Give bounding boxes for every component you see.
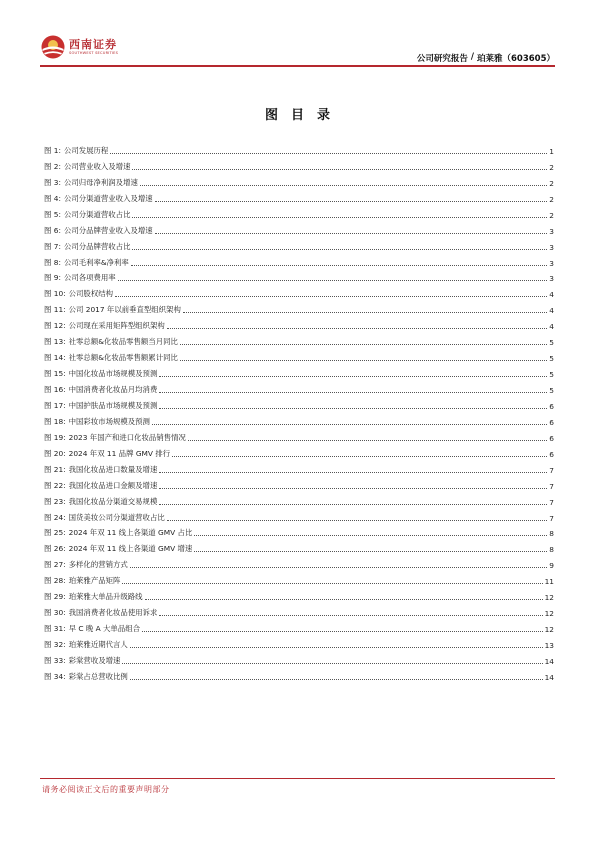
toc-figure-number: 图 9: — [44, 273, 61, 283]
toc-entry[interactable] — [44, 459, 554, 475]
toc-figure-title: 中国护肤品市场规模及预测 — [68, 400, 158, 410]
toc-page-number: 3 — [549, 226, 554, 236]
toc-dot-leader — [180, 344, 547, 345]
toc-entry[interactable] — [44, 347, 554, 363]
toc-figure-number: 图 1: — [44, 145, 61, 155]
toc-entry[interactable] — [44, 602, 554, 618]
toc-dot-leader — [159, 392, 547, 393]
report-info — [417, 52, 555, 64]
toc-entry[interactable] — [44, 634, 554, 650]
toc-figure-number: 图 22: — [44, 480, 66, 490]
toc-figure-number: 图 6: — [44, 225, 61, 235]
toc-entry[interactable] — [44, 156, 554, 172]
toc-entry[interactable] — [44, 252, 554, 268]
toc-figure-title: 珀莱雅近期代言人 — [68, 640, 128, 649]
toc-figure-number: 图 15: — [44, 369, 66, 379]
toc-entry[interactable] — [44, 507, 554, 523]
toc-figure-title: 2023 年国产和进口化妆品销售情况 — [68, 432, 186, 442]
toc-page-number: 6 — [549, 433, 554, 443]
toc-page-number: 11 — [544, 577, 554, 587]
toc-figure-number: 图 17: — [44, 400, 66, 410]
toc-dot-leader — [188, 440, 547, 441]
toc-page-number: 5 — [549, 338, 554, 348]
toc-dot-leader — [180, 360, 547, 361]
toc-page-number: 12 — [544, 625, 554, 635]
toc-dot-leader — [183, 312, 547, 313]
toc-figure-title: 早 C 晚 A 大单品组合 — [68, 624, 140, 634]
header-divider — [40, 65, 555, 67]
toc-figure-number: 图 8: — [44, 257, 61, 267]
page-title: 图目录 — [264, 108, 343, 123]
toc-figure-title: 公司发展历程 — [63, 145, 109, 155]
toc-figure-number: 图 32: — [44, 640, 66, 649]
toc-dot-leader — [130, 679, 543, 680]
toc-entry[interactable] — [44, 220, 554, 236]
toc-figure-number: 图 5: — [44, 209, 61, 219]
toc-dot-leader — [155, 201, 548, 202]
toc-page-number: 2 — [549, 162, 554, 172]
toc-entry[interactable] — [44, 268, 554, 284]
toc-page-number: 14 — [544, 672, 554, 682]
toc-page-number: 2 — [549, 194, 554, 204]
footer-divider — [40, 778, 555, 779]
toc-dot-leader — [159, 504, 547, 505]
toc-dot-leader — [194, 535, 547, 536]
toc-page-number: 6 — [549, 417, 554, 427]
toc-page-number: 12 — [544, 593, 554, 603]
toc-figure-number: 图 16: — [44, 385, 66, 394]
toc-figure-title: 社零总额&化妆品零售额当月同比 — [68, 337, 178, 347]
toc-page-number: 14 — [544, 656, 554, 666]
toc-entry[interactable] — [44, 570, 554, 586]
toc-figure-title: 2024 年双 11 线上各渠道 GMV 增速 — [68, 544, 193, 554]
toc-dot-leader — [140, 185, 547, 186]
toc-page-number: 7 — [549, 513, 554, 523]
toc-entry[interactable] — [44, 236, 554, 252]
toc-figure-number: 图 12: — [44, 321, 66, 331]
toc-figure-number: 图 30: — [44, 608, 66, 618]
toc-figure-title: 我国化妆品进口金额及增速 — [68, 480, 158, 490]
toc-figure-number: 图 29: — [44, 592, 66, 602]
toc-figure-title: 珀莱雅大单品升级路线 — [68, 592, 143, 602]
header-separator: / — [470, 52, 474, 62]
toc-figure-title: 公司分渠道营业收入及增速 — [63, 193, 153, 203]
toc-page-number: 3 — [549, 258, 554, 268]
toc-figure-number: 图 19: — [44, 432, 66, 442]
toc-dot-leader — [122, 663, 542, 664]
toc-entry[interactable] — [44, 666, 554, 682]
toc-figure-title: 公司分品牌营业收入及增速 — [63, 225, 153, 235]
toc-entry[interactable] — [44, 395, 554, 411]
toc-dot-leader — [110, 153, 547, 154]
toc-dot-leader — [130, 647, 543, 648]
toc-figure-number: 图 27: — [44, 560, 66, 570]
toc-figure-title: 多样化的营销方式 — [68, 560, 128, 570]
toc-entry[interactable] — [44, 379, 554, 395]
toc-page-number: 8 — [549, 529, 554, 539]
toc-figure-title: 公司营业收入及增速 — [63, 161, 131, 171]
toc-entry[interactable] — [44, 411, 554, 427]
toc-dot-leader — [132, 249, 547, 250]
toc-dot-leader — [194, 551, 547, 552]
toc-figure-number: 图 18: — [44, 416, 66, 426]
toc-dot-leader — [122, 583, 542, 584]
toc-dot-leader — [152, 424, 547, 425]
toc-dot-leader — [159, 615, 542, 616]
toc-page-number: 4 — [549, 290, 554, 300]
toc-page-number: 5 — [549, 370, 554, 380]
toc-page-number: 4 — [549, 322, 554, 332]
toc-dot-leader — [159, 472, 547, 473]
toc-page-number: 7 — [549, 497, 554, 507]
toc-dot-leader — [131, 265, 547, 266]
toc-entry[interactable] — [44, 204, 554, 220]
toc-entry[interactable] — [44, 427, 554, 443]
toc-figure-title: 我国化妆品进口数量及增速 — [68, 464, 158, 474]
toc-page-number: 2 — [549, 178, 554, 188]
toc-figure-number: 图 33: — [44, 655, 66, 665]
toc-figure-title: 国货美妆公司分渠道营收占比 — [68, 512, 165, 522]
toc-figure-title: 中国化妆品市场规模及预测 — [68, 369, 158, 379]
toc-figure-title: 公司各项费用率 — [63, 273, 116, 283]
toc-page-number: 3 — [549, 274, 554, 284]
toc-page-number: 12 — [544, 609, 554, 619]
toc-entry[interactable] — [44, 331, 554, 347]
toc-figure-title: 彩棠占总营收比例 — [68, 671, 128, 681]
toc-entry[interactable] — [44, 443, 554, 459]
brand-logo — [40, 34, 118, 60]
toc-page-number: 13 — [544, 641, 554, 650]
toc-entry[interactable] — [44, 650, 554, 666]
toc-entry[interactable] — [44, 299, 554, 315]
toc-entry[interactable] — [44, 140, 554, 156]
brand-name-cn: 西南证券 — [69, 38, 117, 51]
toc-entry[interactable] — [44, 523, 554, 539]
toc-dot-leader — [172, 456, 547, 457]
table-of-figures — [44, 140, 554, 682]
toc-page-number: 6 — [549, 401, 554, 411]
toc-figure-title: 中国彩妆市场规模及预测 — [68, 416, 150, 426]
toc-entry[interactable] — [44, 618, 554, 634]
toc-figure-number: 图 24: — [44, 512, 66, 522]
toc-figure-number: 图 13: — [44, 337, 66, 347]
toc-entry[interactable] — [44, 586, 554, 602]
toc-figure-title: 公司 2017 年以前垂直型组织架构 — [68, 305, 181, 315]
toc-page-number: 7 — [549, 481, 554, 491]
toc-page-number: 8 — [549, 545, 554, 555]
toc-dot-leader — [130, 567, 548, 568]
brand-name-en: SOUTHWEST SECURITIES — [69, 51, 119, 55]
toc-figure-number: 图 4: — [44, 193, 61, 203]
toc-entry[interactable] — [44, 315, 554, 331]
toc-entry[interactable] — [44, 283, 554, 299]
toc-figure-title: 公司股权结构 — [68, 289, 113, 299]
toc-figure-number: 图 2: — [44, 161, 61, 171]
toc-figure-title: 我国消费者化妆品使用诉求 — [68, 608, 158, 618]
toc-figure-number: 图 3: — [44, 177, 61, 187]
toc-page-number: 2 — [549, 210, 554, 220]
toc-figure-number: 图 28: — [44, 576, 66, 586]
toc-figure-number: 图 20: — [44, 448, 66, 458]
toc-figure-title: 2024 年双 11 品牌 GMV 排行 — [68, 448, 171, 458]
toc-dot-leader — [118, 280, 548, 281]
toc-figure-title: 公司毛利率&净利率 — [63, 257, 129, 267]
toc-dot-leader — [159, 376, 547, 377]
toc-dot-leader — [159, 488, 547, 489]
company-name: 珀莱雅（603605） — [477, 54, 555, 64]
toc-page-number: 7 — [549, 465, 554, 475]
toc-figure-number: 图 14: — [44, 353, 66, 363]
toc-dot-leader — [132, 217, 547, 218]
page-header — [40, 32, 555, 72]
toc-figure-number: 图 10: — [44, 289, 66, 299]
toc-figure-title: 彩棠营收及增速 — [68, 655, 121, 665]
toc-figure-title: 公司归母净利润及增速 — [63, 177, 138, 187]
report-type: 公司研究报告 — [416, 54, 468, 64]
toc-dot-leader — [142, 631, 543, 632]
toc-figure-number: 图 11: — [44, 305, 66, 315]
toc-dot-leader — [167, 520, 548, 521]
toc-figure-title: 我国化妆品分渠道交易规模 — [68, 496, 158, 506]
toc-page-number: 5 — [549, 354, 554, 364]
toc-dot-leader — [167, 328, 548, 329]
toc-figure-title: 中国消费者化妆品月均消费 — [68, 385, 158, 394]
toc-entry[interactable] — [44, 172, 554, 188]
toc-figure-number: 图 7: — [44, 241, 61, 251]
toc-dot-leader — [115, 296, 547, 297]
toc-figure-number: 图 31: — [44, 624, 66, 634]
toc-dot-leader — [145, 599, 543, 600]
footer-notice: 请务必阅读正文后的重要声明部分 — [42, 785, 170, 794]
toc-entry[interactable] — [44, 538, 554, 554]
toc-page-number: 6 — [549, 449, 554, 459]
toc-figure-title: 珀莱雅产品矩阵 — [68, 576, 121, 586]
toc-page-number: 1 — [549, 146, 554, 156]
toc-figure-number: 图 21: — [44, 464, 66, 474]
toc-figure-title: 2024 年双 11 线上各渠道 GMV 占比 — [68, 528, 193, 538]
toc-figure-title: 公司分渠道营收占比 — [63, 209, 131, 219]
toc-entry[interactable] — [44, 188, 554, 204]
toc-figure-title: 公司分品牌营收占比 — [63, 241, 131, 251]
toc-dot-leader — [132, 169, 547, 170]
toc-entry[interactable] — [44, 554, 554, 570]
toc-figure-number: 图 23: — [44, 496, 66, 506]
toc-entry[interactable] — [44, 363, 554, 379]
toc-figure-number: 图 26: — [44, 544, 66, 554]
toc-dot-leader — [155, 233, 548, 234]
toc-entry[interactable] — [44, 475, 554, 491]
toc-page-number: 4 — [549, 306, 554, 316]
toc-dot-leader — [159, 408, 547, 409]
toc-page-number: 9 — [549, 561, 554, 571]
toc-figure-number: 图 25: — [44, 528, 66, 538]
sun-logo-icon — [40, 34, 66, 60]
toc-entry[interactable] — [44, 491, 554, 507]
toc-page-number: 3 — [549, 242, 554, 252]
toc-figure-number: 图 34: — [44, 671, 66, 681]
toc-figure-title: 社零总额&化妆品零售额累计同比 — [68, 353, 178, 363]
toc-page-number: 5 — [549, 386, 554, 395]
toc-figure-title: 公司现在采用矩阵型组织架构 — [68, 321, 165, 331]
